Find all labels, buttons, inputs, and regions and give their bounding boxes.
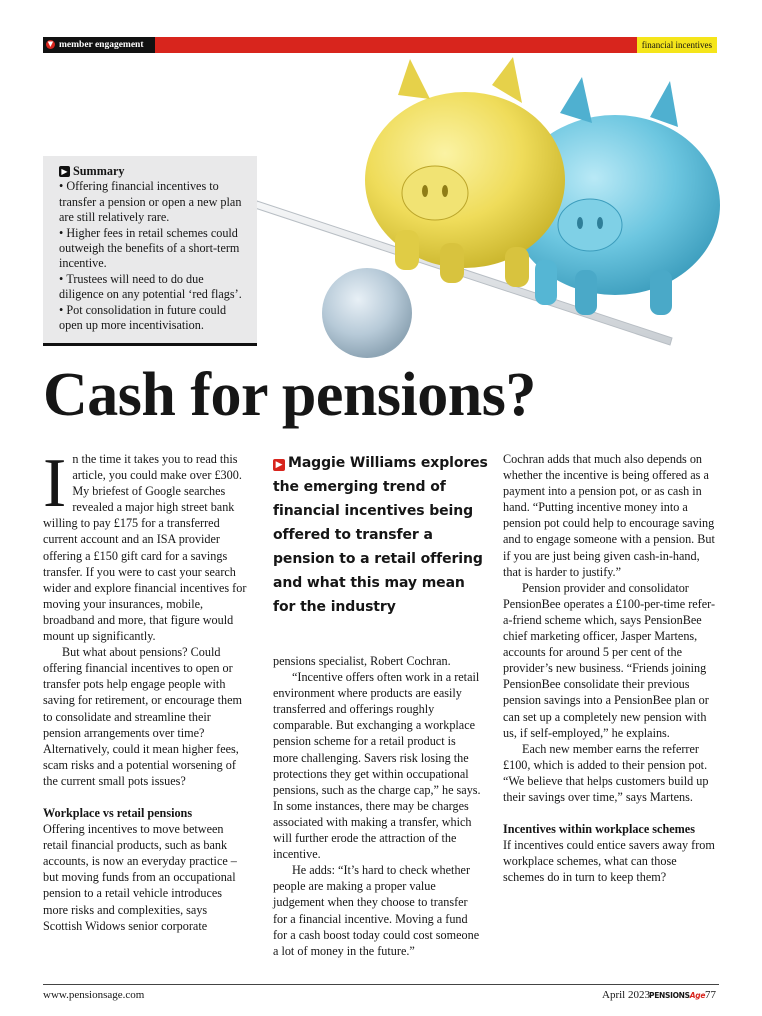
- body-column-1: [43, 445, 249, 934]
- intro-text: n the time it takes you to read this article, you could make over £300. My briefest of Google searches revealed a major high street bank willing to pay £175 for a transferred current account and an ISA provider offering a £150 gift card for a savings transfer. If you were to cast your search wider and explore financial incentives for moving your insurances, mobile, broadband and more, that figure would mount up significantly.: [43, 452, 247, 644]
- subheading: Incentives within workplace schemes: [503, 822, 695, 837]
- article-title: Cash for pensions?: [43, 361, 536, 429]
- chevron-right-icon: ▶: [273, 459, 285, 471]
- paragraph: Pension provider and consolidator PensionBee operates a £100-per-time refer-a-friend scheme which, says PensionBee chief marketing officer, Jasper Martens, accounts for around 5 per cent of the provider’s new business. “Friends joining PensionBee consolidate their previous pension savings into a PensionBee plan or can set up a completely new pension with us, if self-employed,” he explains.: [503, 580, 716, 740]
- intro-paragraph: [43, 445, 249, 644]
- summary-heading-text: Summary: [73, 164, 125, 178]
- paragraph: He adds: “It’s hard to check whether people are making a proper value judgement when they choose to transfer for a financial incentive. Moving a fund for a cash boost today could cost someone a lot of money in the future.”: [273, 863, 480, 958]
- fulcrum-ball: [322, 268, 412, 358]
- standfirst: [273, 451, 491, 619]
- footer-rule: [43, 984, 719, 985]
- summary-item: • Higher fees in retail schemes could outweigh the benefits of a short-term incentive.: [59, 226, 247, 272]
- subheading: Workplace vs retail pensions: [43, 805, 193, 820]
- paragraph: Cochran adds that much also depends on whether the incentive is being offered as a payment into a pension pot, or as cash in hand. “Putting incentive money into a pension pot could help to encourage saving and to engage someone with a pension. But if you are just being given cash-in-hand, that is harder to justify.”: [503, 452, 715, 579]
- footer-date: April 2023: [602, 989, 650, 1001]
- paragraph: Each new member earns the referrer £100, which is added to their pension pot. “We believe that helps customers build up their savings over time,” says Martens.: [503, 741, 709, 804]
- body-column-2: [273, 653, 483, 959]
- piggy-bank-illustration: [230, 55, 762, 360]
- paragraph: If incentives could entice savers away from workplace schemes, what can those schemes do in turn to keep them?: [503, 838, 715, 885]
- summary-item: • Pot consolidation in future could open up more incentivisation.: [59, 303, 247, 334]
- chevron-down-icon: ▼: [47, 40, 54, 48]
- summary-item: • Offering financial incentives to transfer a pension or open a new plan are still relatively rare.: [59, 179, 247, 225]
- drop-cap: I: [43, 445, 67, 522]
- footer-url[interactable]: www.pensionsage.com: [43, 989, 145, 1001]
- section-label: [43, 37, 155, 53]
- paragraph: Offering incentives to move between retail financial products, such as bank accounts, is now an everyday practice – but moving funds from an occupational pension to a retail vehicle introduces more risks and complexities, says Scottish Widows senior corporate: [43, 822, 237, 933]
- summary-heading: [59, 164, 247, 179]
- topic-label: financial incentives: [637, 37, 717, 53]
- paragraph: “Incentive offers often work in a retail environment where products are easily transferred and offerings roughly comparable. But exchanging a workplace pension scheme for a retail product is more challenging. Savers risk losing the protections they get within occupational pensions, such as the charge cap,” he says. In some instances, there may be charges associated with making a transfer, which will further erode the attraction of the incentive.: [273, 670, 481, 862]
- summary-list: [59, 179, 247, 333]
- footer-brand-logo: [649, 989, 705, 1003]
- body-column-3: [503, 451, 717, 885]
- paragraph: But what about pensions? Could offering financial incentives to open or transfer pots help engage people with saving for retirement, or encourage them to consolidate and streamline their pension arrangements over time? Alternatively, could it mean higher fees, scam risks and a potential worsening of the current small pots issues?: [43, 645, 242, 788]
- brand-main: PENSIONS: [649, 991, 690, 1000]
- page-number: 77: [705, 989, 716, 1001]
- paragraph: pensions specialist, Robert Cochran.: [273, 654, 451, 668]
- summary-box: [43, 156, 257, 346]
- brand-age: Age: [689, 991, 706, 1000]
- chevron-right-icon: ▶: [59, 166, 70, 177]
- section-label-text: member engagement: [59, 40, 144, 50]
- standfirst-text: Maggie Williams explores the emerging trend of financial incentives being offered to transfer a pension to a retail offering and what this may mean for the industry: [273, 455, 488, 615]
- summary-item: • Trustees will need to do due diligence on any potential ‘red flags’.: [59, 272, 247, 303]
